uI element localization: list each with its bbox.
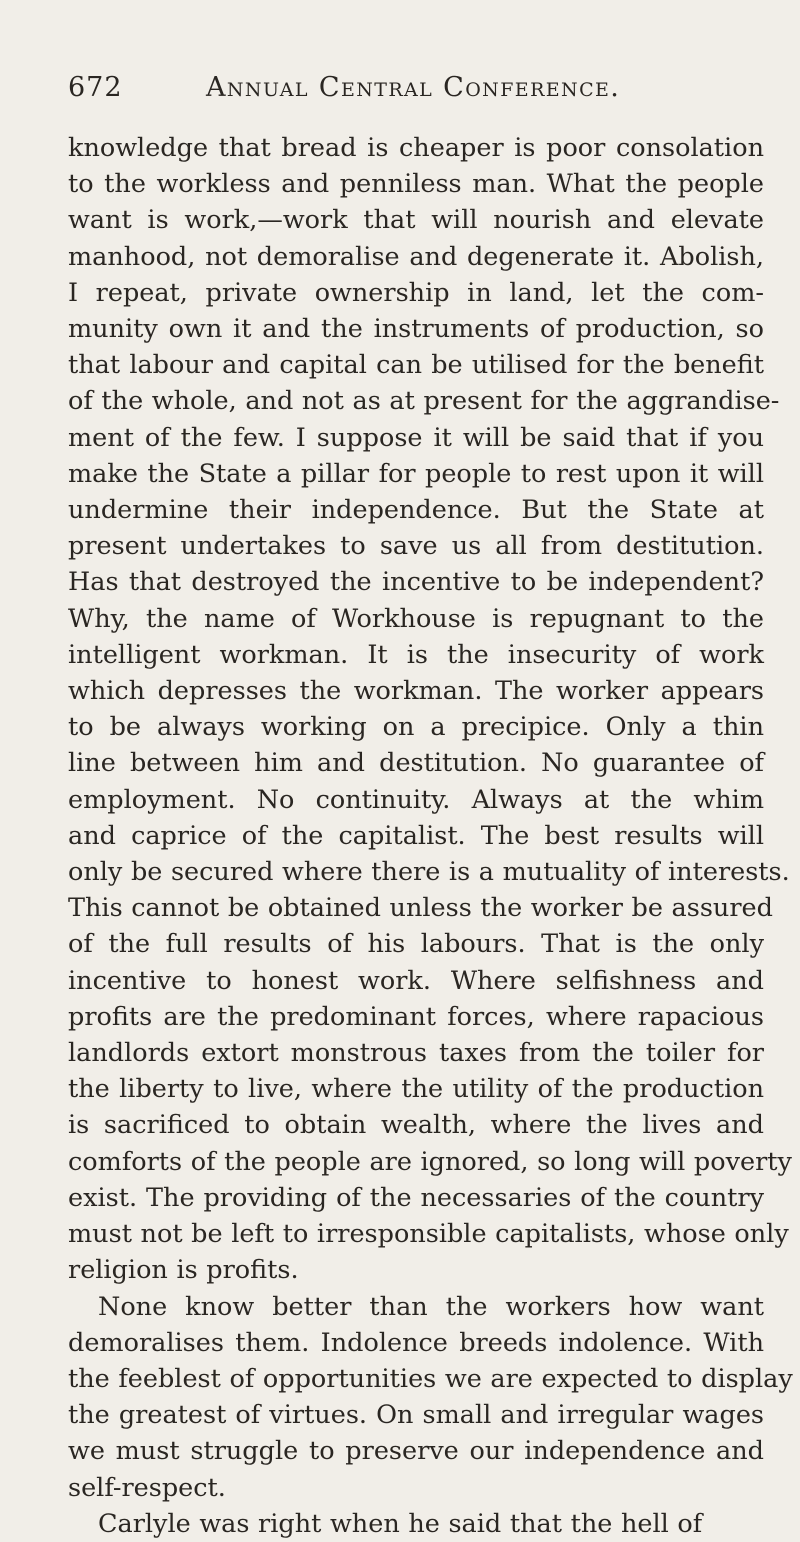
text-line: make the State a pillar for people to rest upon it will — [68, 458, 764, 489]
text-line: the greatest of virtues. On small and irregular wages — [68, 1400, 764, 1431]
text-line: intelligent workman. It is the insecurity of work — [68, 639, 764, 670]
text-line: undermine their independence. But the State at — [68, 495, 764, 526]
text-line: knowledge that bread is cheaper is poor consolation — [68, 133, 764, 163]
text-line: employment. No continuity. Always at the whim — [68, 784, 764, 815]
paragraph — [68, 1506, 764, 1542]
text-line: exist. The providing of the necessaries of the country — [68, 1182, 764, 1213]
text-line: demoralises them. Indolence breeds indolence. With — [68, 1327, 764, 1358]
text-line: religion is profits. — [68, 1255, 299, 1286]
text-line: Has that destroyed the incentive to be independent? — [68, 567, 764, 598]
text-line: to be always working on a precipice. Only a thin — [68, 712, 764, 743]
text-line: manhood, not demoralise and degenerate it. Abolish, — [68, 241, 764, 272]
text-line: we must struggle to preserve our independence and — [68, 1436, 764, 1467]
text-line: I repeat, private ownership in land, let the com- — [68, 277, 764, 308]
text-line: of the full results of his labours. That is the only — [68, 929, 764, 960]
text-line: is sacrificed to obtain wealth, where the lives and — [68, 1110, 764, 1141]
text-line: Carlyle was right when he said that the hell of — [98, 1508, 703, 1539]
text-line: munity own it and the instruments of production, so — [68, 314, 764, 345]
text-line: which depresses the workman. The worker appears — [68, 676, 764, 707]
text-line: only be secured where there is a mutuality of interests. — [68, 857, 790, 888]
text-line: comforts of the people are ignored, so long will poverty — [68, 1146, 792, 1177]
paragraph — [68, 130, 792, 1289]
text-line: present undertakes to save us all from destitution. — [68, 531, 764, 562]
text-line: Why, the name of Workhouse is repugnant to the — [68, 603, 764, 634]
text-line: the liberty to live, where the utility of the production — [68, 1074, 764, 1105]
paragraph — [68, 1289, 793, 1506]
text-line: ment of the few. I suppose it will be said that if you — [68, 422, 764, 453]
running-head — [68, 72, 764, 116]
text-line: This cannot be obtained unless the worker be assured — [68, 893, 773, 924]
page-number: 672 — [68, 72, 123, 103]
text-line: self-respect. — [68, 1472, 226, 1503]
text-line: profits are the predominant forces, where rapacious — [68, 1001, 764, 1032]
text-line: line between him and destitution. No guarantee of — [68, 748, 764, 779]
body-text — [68, 130, 793, 1542]
text-line: want is work,—work that will nourish and elevate — [68, 205, 764, 236]
text-line: landlords extort monstrous taxes from the toiler for — [68, 1038, 764, 1069]
running-title: Annual Central Conference. — [206, 72, 621, 103]
text-line: incentive to honest work. Where selfishness and — [68, 965, 764, 996]
text-line: that labour and capital can be utilised for the benefit — [68, 350, 764, 381]
text-line: and caprice of the capitalist. The best results will — [68, 820, 764, 851]
text-line: the feeblest of opportunities we are expected to display — [68, 1363, 793, 1394]
text-line: None know better than the workers how want — [98, 1291, 764, 1322]
text-line: must not be left to irresponsible capitalists, whose only — [68, 1219, 789, 1250]
text-line: of the whole, and not as at present for the aggrandise- — [68, 386, 780, 417]
text-line: to the workless and penniless man. What the people — [68, 169, 764, 200]
